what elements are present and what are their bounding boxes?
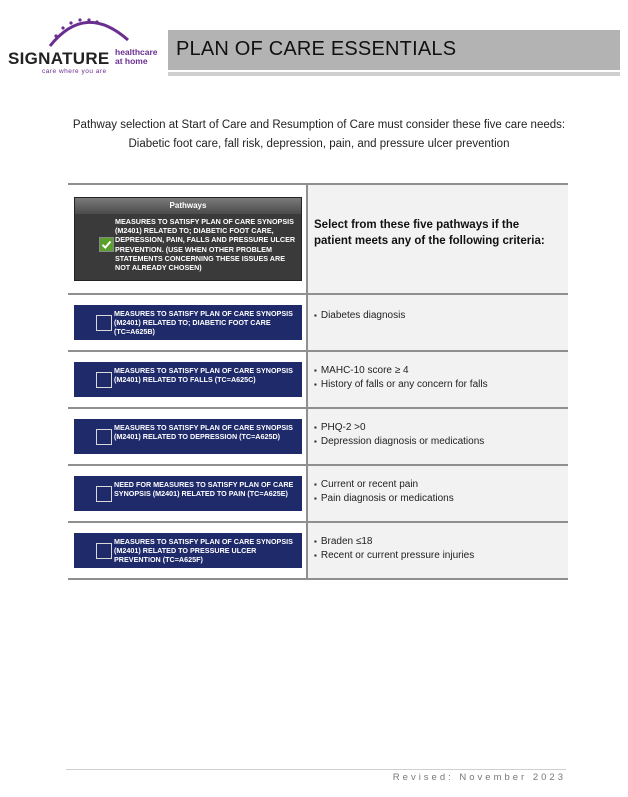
criteria-item: ▪ Current or recent pain — [314, 478, 454, 492]
logo-tagline: care where you are — [42, 68, 107, 75]
pathway-label: MEASURES TO SATISFY PLAN OF CARE SYNOPSIS (M2401) RELATED TO; DIABETIC FOOT CARE, DEPRESSION, PAIN, FALLS AND PRESSURE ULCER PREVENTION. (USE WHEN OTHER PROBLEM STATEMENTS CONCERNING THESE ISSUES ARE NOT ALREADY CHOSEN) — [115, 217, 296, 273]
title-underline — [168, 72, 620, 76]
logo-arc-icon — [30, 10, 150, 50]
page-title: PLAN OF CARE ESSENTIALS — [176, 38, 457, 60]
table-row — [68, 407, 568, 464]
table-row — [68, 521, 568, 580]
pathway-label: MEASURES TO SATISFY PLAN OF CARE SYNOPSIS (M2401) RELATED TO DEPRESSION (TC=A625D) — [114, 423, 293, 442]
criteria-cell — [308, 352, 568, 407]
pathway-checkbox[interactable] — [96, 429, 112, 445]
intro-text: Pathway selection at Start of Care and Resumption of Care must consider these five care needs: Diabetic foot care, fall risk, depression, pain, and pressure ulcer prevention — [72, 119, 566, 150]
pathway-cell — [68, 466, 308, 521]
criteria-item: ▪ MAHC-10 score ≥ 4 — [314, 364, 488, 378]
criteria-item: ▪ Depression diagnosis or medications — [314, 435, 484, 449]
pathway-label: MEASURES TO SATISFY PLAN OF CARE SYNOPSIS (M2401) RELATED TO PRESSURE ULCER PREVENTION (TC=A625F) — [114, 537, 293, 565]
pathway-option[interactable] — [74, 533, 302, 568]
logo-wordmark: SIGNATURE — [8, 49, 110, 68]
criteria-heading: Select from these five pathways if the patient meets any of the following criteria: — [314, 219, 545, 247]
pathway-option[interactable] — [74, 476, 302, 511]
pathway-cell — [68, 352, 308, 407]
logo-sub-line2: at home — [115, 56, 148, 66]
logo-sub-line1: healthcare — [115, 47, 158, 57]
company-logo — [8, 10, 178, 80]
pathway-cell — [68, 523, 308, 578]
pathway-checkbox-checked[interactable] — [99, 237, 114, 252]
criteria-item: ▪ Recent or current pressure injuries — [314, 549, 474, 563]
pathway-label: NEED FOR MEASURES TO SATISFY PLAN OF CARE SYNOPSIS (M2401) RELATED TO PAIN (TC=A625E) — [114, 480, 294, 499]
criteria-cell — [308, 409, 568, 464]
pathway-checkbox[interactable] — [96, 543, 112, 559]
pathways-panel-header: Pathways — [75, 198, 301, 214]
pathway-label: MEASURES TO SATISFY PLAN OF CARE SYNOPSIS (M2401) RELATED TO; DIABETIC FOOT CARE (TC=A625B) — [114, 309, 293, 337]
criteria-list — [314, 421, 484, 449]
criteria-cell — [308, 185, 568, 293]
criteria-list — [314, 478, 454, 506]
table-header-row — [68, 183, 568, 293]
pathway-option[interactable] — [74, 305, 302, 340]
criteria-item: ▪ Pain diagnosis or medications — [314, 492, 454, 506]
pathway-option[interactable] — [74, 362, 302, 397]
pathway-checkbox[interactable] — [96, 315, 112, 331]
pathway-cell — [68, 295, 308, 350]
pathway-cell — [68, 185, 308, 293]
revision-date: Revised: November 2023 — [392, 772, 566, 783]
pathways-table — [68, 183, 568, 580]
logo-subtitle — [115, 48, 158, 66]
criteria-item: ▪ PHQ-2 >0 — [314, 421, 484, 435]
criteria-item: ▪ Braden ≤18 — [314, 535, 474, 549]
checkmark-icon — [100, 238, 113, 251]
criteria-list — [314, 364, 488, 392]
criteria-list — [314, 309, 405, 323]
pathway-checkbox[interactable] — [96, 486, 112, 502]
criteria-cell — [308, 466, 568, 521]
criteria-item: ▪ Diabetes diagnosis — [314, 309, 405, 323]
pathway-checkbox[interactable] — [96, 372, 112, 388]
table-row — [68, 350, 568, 407]
pathway-cell — [68, 409, 308, 464]
table-row — [68, 293, 568, 350]
pathways-panel — [74, 197, 302, 281]
table-row — [68, 464, 568, 521]
pathway-option[interactable] — [74, 419, 302, 454]
criteria-cell — [308, 523, 568, 578]
footer-divider — [66, 769, 566, 770]
criteria-cell — [308, 295, 568, 350]
criteria-item: ▪ History of falls or any concern for falls — [314, 378, 488, 392]
criteria-list — [314, 535, 474, 563]
pathway-label: MEASURES TO SATISFY PLAN OF CARE SYNOPSIS (M2401) RELATED TO FALLS (TC=A625C) — [114, 366, 293, 385]
